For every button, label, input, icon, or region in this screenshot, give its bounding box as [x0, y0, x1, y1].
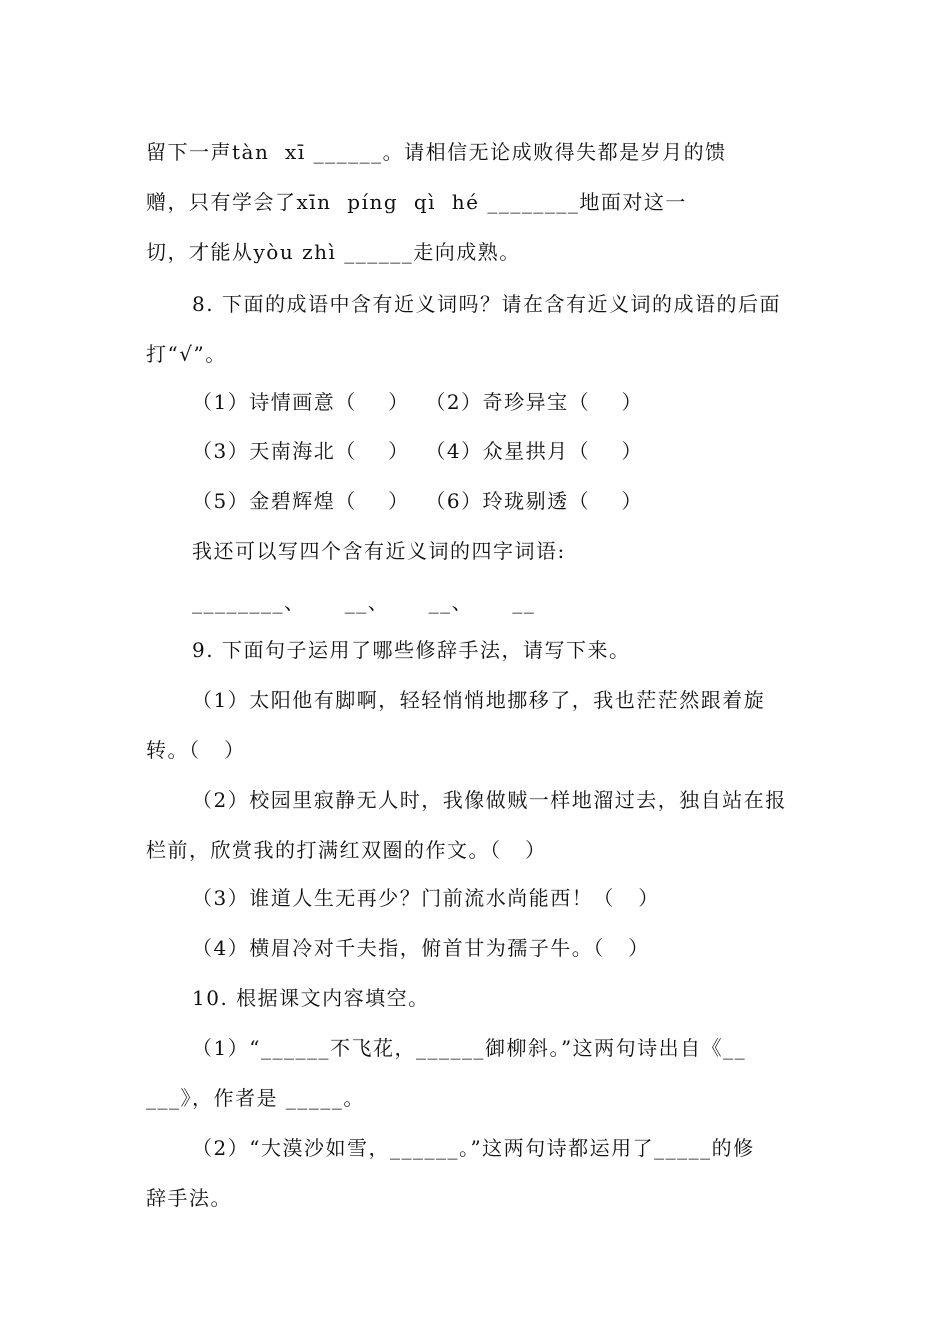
sentence-2-cont: 栏前，欣赏我的打满红双圈的作文。（ ）	[146, 838, 547, 862]
idiom-row-2: （3）天南海北（ ） （4）众星拱月（ ）	[192, 439, 644, 463]
text-line-2: 赠，只有学会了xīn píng qì hé ________地面对这一	[146, 190, 687, 214]
fill-item-1: （1）“______不飞花，______御柳斜。”这两句诗出自《__	[192, 1036, 747, 1060]
sentence-2: （2）校园里寂静无人时，我像做贼一样地溜过去，独自站在报	[192, 788, 787, 812]
question-8-heading: 8. 下面的成语中含有近义词吗？请在含有近义词的成语的后面	[192, 292, 781, 316]
idiom-row-3: （5）金碧辉煌（ ） （6）玲珑剔透（ ）	[192, 489, 644, 513]
fill-item-1-cont: ___》，作者是 _____。	[146, 1086, 365, 1110]
extra-idioms-prompt: 我还可以写四个含有近义词的四字词语:	[192, 539, 566, 563]
fill-item-2: （2）“大漠沙如雪，______。”这两句诗都运用了_____的修	[192, 1136, 755, 1160]
sentence-1: （1）太阳他有脚啊，轻轻悄悄地挪移了，我也茫茫然跟着旋	[192, 688, 766, 712]
sentence-3: （3）谁道人生无再少？门前流水尚能西！（ ）	[192, 886, 660, 910]
extra-idioms-blanks: ________、 __、 __、 __	[192, 590, 536, 614]
question-9-heading: 9. 下面句子运用了哪些修辞手法，请写下来。	[192, 638, 631, 662]
text-line-3: 切，才能从yòu zhì ______走向成熟。	[146, 240, 521, 264]
fill-item-2-cont: 辞手法。	[146, 1186, 232, 1210]
question-8-heading-cont: 打“√”。	[146, 342, 227, 366]
sentence-1-cont: 转。（ ）	[146, 738, 246, 762]
idiom-row-1: （1）诗情画意（ ） （2）奇珍异宝（ ）	[192, 390, 644, 414]
sentence-4: （4）横眉冷对千夫指，俯首甘为孺子牛。（ ）	[192, 936, 650, 960]
text-line-1: 留下一声tàn xī ______。请相信无论成败得失都是岁月的馈	[146, 140, 727, 164]
question-10-heading: 10. 根据课文内容填空。	[192, 986, 430, 1010]
